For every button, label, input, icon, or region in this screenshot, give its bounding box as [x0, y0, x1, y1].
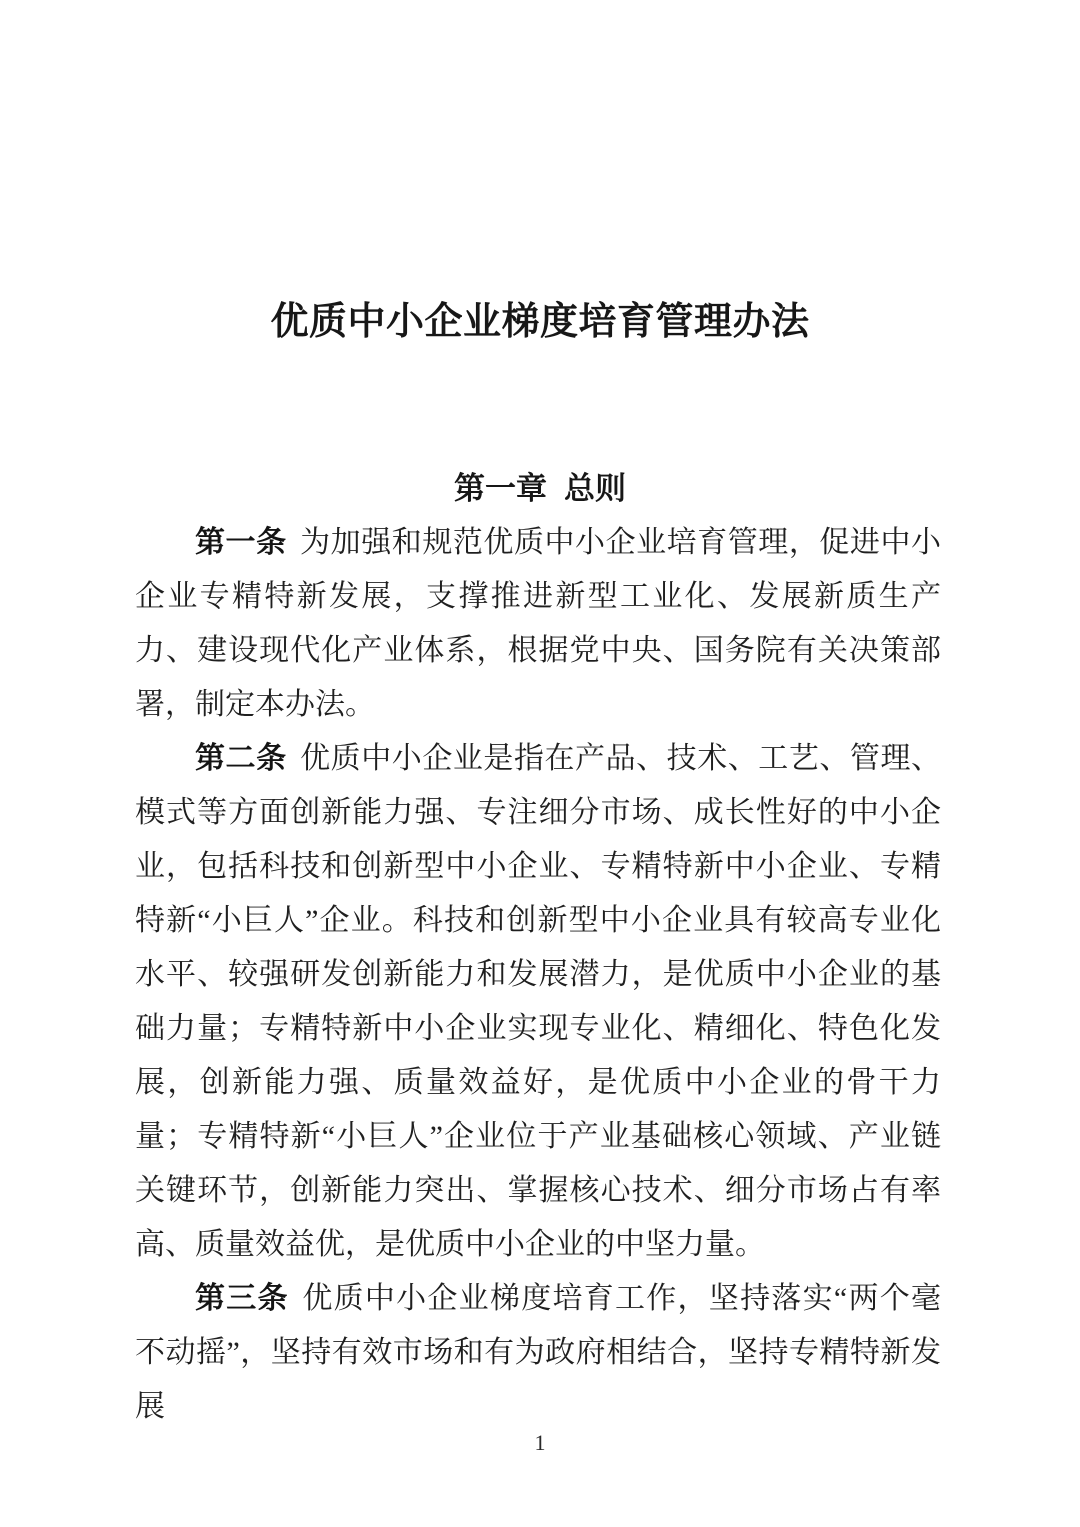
article-1-label: 第一条	[195, 526, 287, 559]
chapter-title: 总则	[564, 471, 627, 506]
article-paragraph-1	[135, 516, 941, 732]
page-number: 1	[534, 1430, 546, 1455]
article-3-label: 第三条	[195, 1282, 289, 1315]
chapter-heading	[0, 470, 1080, 508]
article-3-text: 优质中小企业梯度培育工作，坚持落实“两个毫不动摇”，坚持有效市场和有为政府相结合，坚持专精特新发展	[135, 1282, 941, 1423]
chapter-number: 第一章	[453, 471, 547, 506]
article-2-text: 优质中小企业是指在产品、技术、工艺、管理、模式等方面创新能力强、专注细分市场、成长性好的中小企业，包括科技和创新型中小企业、专精特新中小企业、专精特新“小巨人”企业。科技和创新型中小企业具有较高专业化水平、较强研发创新能力和发展潜力，是优质中小企业的基础力量；专精特新中小企业实现专业化、精细化、特色化发展，创新能力强、质量效益好，是优质中小企业的骨干力量；专精特新“小巨人”企业位于产业基础核心领域、产业链关键环节，创新能力突出、掌握核心技术、细分市场占有率高、质量效益优，是优质中小企业的中坚力量。	[135, 742, 942, 1261]
document-body	[135, 516, 941, 1434]
article-1-text: 为加强和规范优质中小企业培育管理，促进中小企业专精特新发展，支撑推进新型工业化、发展新质生产力、建设现代化产业体系，根据党中央、国务院有关决策部署，制定本办法。	[135, 526, 942, 721]
article-paragraph-3	[135, 1272, 941, 1434]
article-paragraph-2	[135, 732, 941, 1272]
document-title: 优质中小企业梯度培育管理办法	[270, 301, 810, 343]
article-2-label: 第二条	[195, 742, 287, 775]
